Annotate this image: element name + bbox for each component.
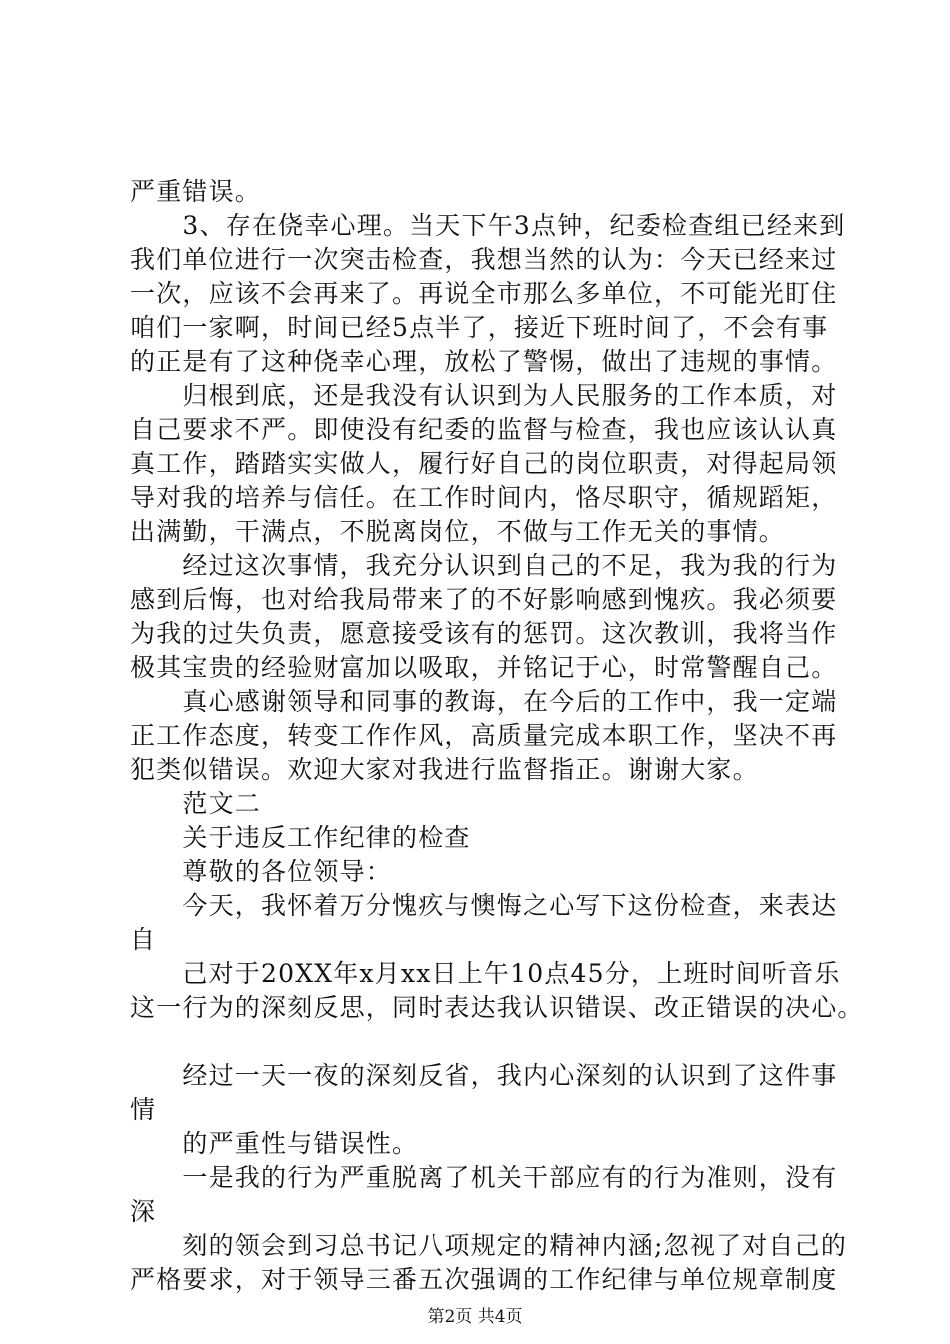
body-text-line: 真工作，踏踏实实做人，履行好自己的岗位职责，对得起局领 xyxy=(130,449,838,478)
body-text-line: 经过一天一夜的深刻反省，我内心深刻的认识到了这件事 xyxy=(130,1061,838,1090)
body-text-line: 一是我的行为严重脱离了机关干部应有的行为准则，没有 xyxy=(130,1163,838,1192)
body-text-line: 的正是有了这种侥幸心理，放松了警惕，做出了违规的事情。 xyxy=(130,347,838,376)
body-text-line: 出满勤，干满点，不脱离岗位，不做与工作无关的事情。 xyxy=(130,517,786,546)
body-text-line: 严格要求，对于领导三番五次强调的工作纪律与单位规章制度 xyxy=(130,1265,838,1294)
body-text-line: 真心感谢领导和同事的教诲，在今后的工作中，我一定端 xyxy=(130,687,838,716)
body-text-line: 一次，应该不会再来了。再说全市那么多单位，不可能光盯住 xyxy=(130,279,838,308)
body-text-line: 极其宝贵的经验财富加以吸取，并铭记于心，时常警醒自己。 xyxy=(130,653,838,682)
body-text-line: 这一行为的深刻反思，同时表达我认识错误、改正错误的决心。 xyxy=(130,993,864,1022)
body-text-line: 深 xyxy=(130,1197,157,1226)
body-text-line: 情 xyxy=(130,1095,157,1124)
body-text-line: 的严重性与错误性。 xyxy=(130,1129,419,1158)
body-text-line: 我们单位进行一次突击检查，我想当然的认为：今天已经来过 xyxy=(130,245,838,274)
body-text-line: 3、存在侥幸心理。当天下午3点钟，纪委检查组已经来到 xyxy=(130,211,846,240)
section-heading: 范文二 xyxy=(130,789,262,818)
page-footer: 第2页 共4页 xyxy=(427,1307,523,1327)
body-text-line: 自 xyxy=(130,925,157,954)
body-text-line: 正工作态度，转变工作作风，高质量完成本职工作，坚决不再 xyxy=(130,721,838,750)
body-text-line: 感到后悔，也对给我局带来了的不好影响感到愧疚。我必须要 xyxy=(130,585,838,614)
body-text-line: 严重错误。 xyxy=(130,177,262,206)
body-text-line: 自己要求不严。即使没有纪委的监督与检查，我也应该认认真 xyxy=(130,415,838,444)
body-text-line: 导对我的培养与信任。在工作时间内，恪尽职守，循规蹈矩， xyxy=(130,483,838,512)
document-title: 关于违反工作纪律的检查 xyxy=(130,823,471,852)
body-text-line: 刻的领会到习总书记八项规定的精神内涵;忽视了对自己的 xyxy=(130,1231,848,1260)
body-text-line: 咱们一家啊，时间已经5点半了，接近下班时间了，不会有事 xyxy=(130,313,829,342)
body-text-line: 为我的过失负责，愿意接受该有的惩罚。这次教训，我将当作 xyxy=(130,619,838,648)
body-text-line: 归根到底，还是我没有认识到为人民服务的工作本质，对 xyxy=(130,381,838,410)
body-text-line: 今天，我怀着万分愧疚与懊悔之心写下这份检查，来表达 xyxy=(130,891,838,920)
body-text-line: 经过这次事情，我充分认识到自己的不足，我为我的行为 xyxy=(130,551,838,580)
body-text-line: 犯类似错误。欢迎大家对我进行监督指正。谢谢大家。 xyxy=(130,755,759,784)
body-text-line: 己对于20XX年x月xx日上午10点45分，上班时间听音乐 xyxy=(130,959,841,988)
salutation: 尊敬的各位领导： xyxy=(130,857,393,886)
